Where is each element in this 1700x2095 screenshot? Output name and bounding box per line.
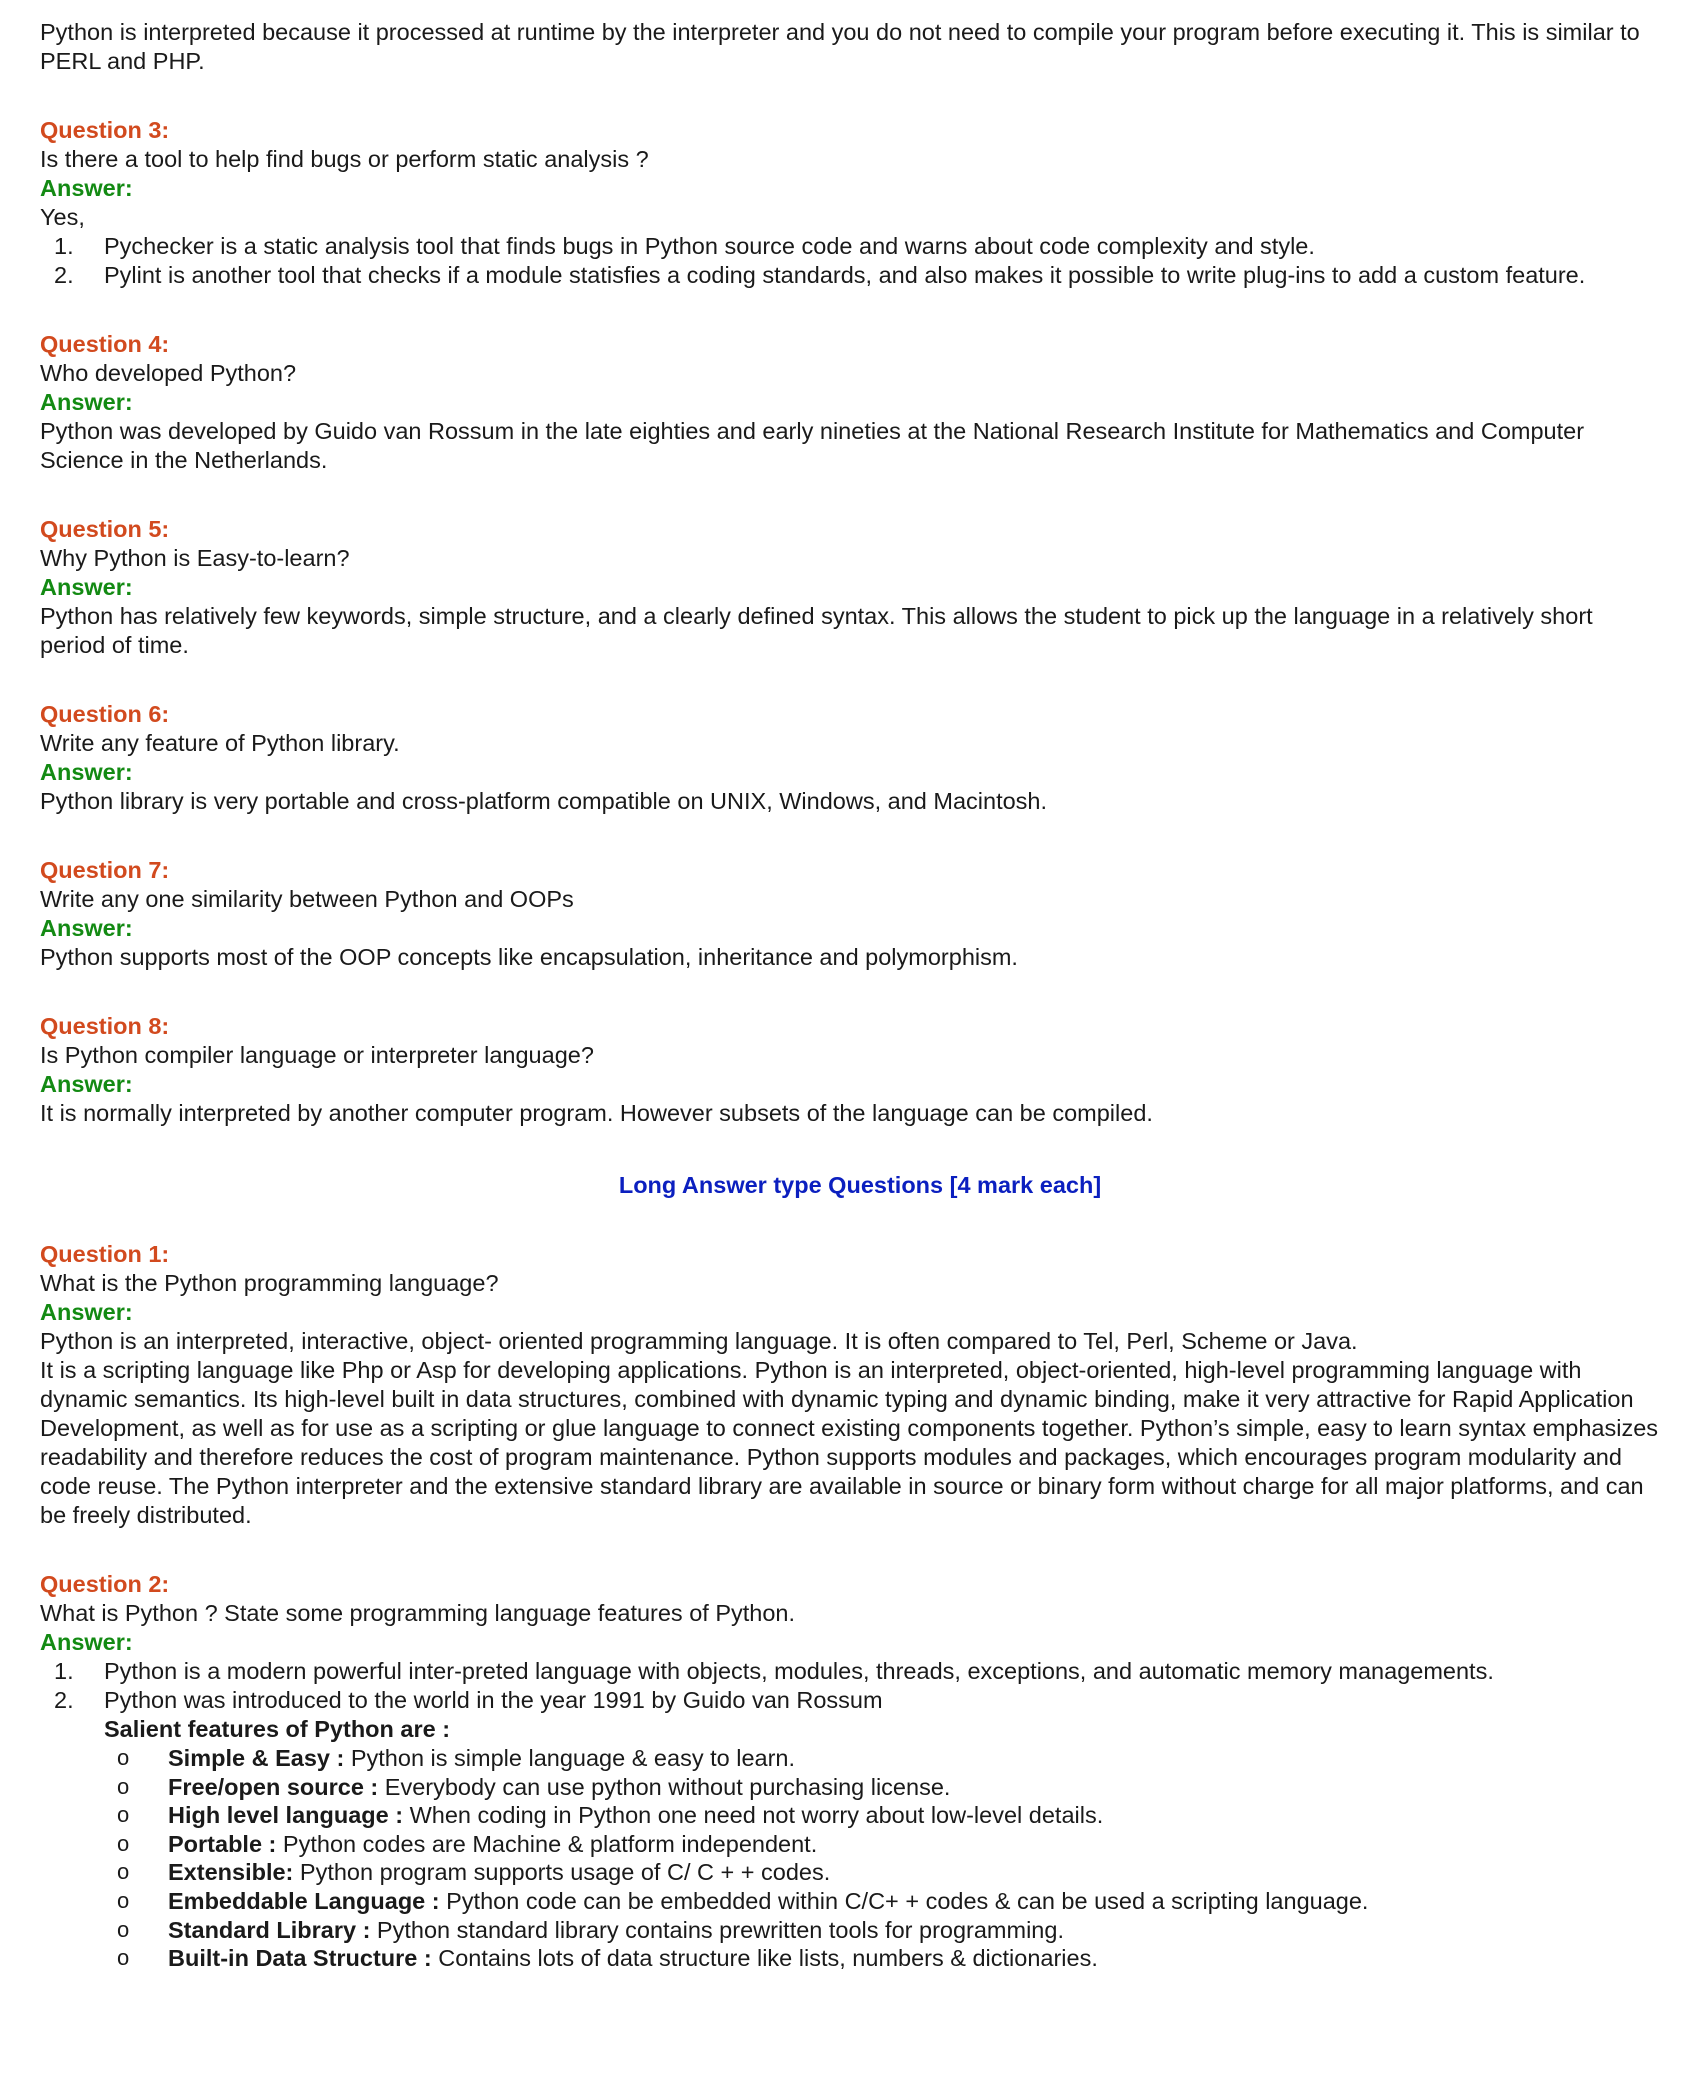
bullet-circle-icon: o xyxy=(117,1887,130,1913)
features-list xyxy=(40,1744,1660,1973)
list-item-text: Pylint is another tool that checks if a module statisfies a coding standards, and also makes it possible to write plug-ins to add a custom feature. xyxy=(104,262,1586,288)
bullet-circle-icon: o xyxy=(117,1916,130,1942)
feature-desc: Python program supports usage of C/ C + + codes. xyxy=(293,1859,831,1886)
list-number: 1. xyxy=(54,1658,74,1684)
bullet-circle-icon: o xyxy=(117,1830,130,1856)
answer-paragraph-1: Python is an interpreted, interactive, object- oriented programming language. It is often compared to Tel, Perl, Scheme or Java. xyxy=(40,1328,1358,1354)
feature-desc: Python codes are Machine & platform independent. xyxy=(276,1830,818,1857)
intro-paragraph: Python is interpreted because it processed at runtime by the interpreter and you do not need to compile your program before executing it. This is similar to PERL and PHP. xyxy=(40,19,1640,74)
answer-text: Python library is very portable and cross-platform compatible on UNIX, Windows, and Macintosh. xyxy=(40,788,1048,814)
list-number: 2. xyxy=(54,262,74,288)
list-item-text: Python is a modern powerful inter-preted language with objects, modules, threads, exceptions, and automatic memory managements. xyxy=(104,1658,1494,1684)
bullet-circle-icon: o xyxy=(117,1945,130,1971)
question-label: Question 8: xyxy=(40,1013,170,1039)
bullet-circle-icon: o xyxy=(117,1745,130,1770)
feature-desc: When coding in Python one need not worry about low-level details. xyxy=(403,1802,1104,1829)
question-label: Question 6: xyxy=(40,701,170,727)
question-block-5 xyxy=(40,515,1660,660)
feature-desc: Python standard library contains prewritten tools for programming. xyxy=(370,1916,1064,1943)
feature-item xyxy=(40,1773,1660,1802)
list-item xyxy=(40,232,1660,261)
long-question-block-1 xyxy=(40,1240,1660,1530)
feature-item xyxy=(40,1858,1660,1887)
answer-label: Answer: xyxy=(40,175,133,201)
feature-item xyxy=(40,1944,1660,1973)
answer-label: Answer: xyxy=(40,1629,133,1655)
answer-list xyxy=(40,232,1660,290)
feature-name: Embeddable Language : xyxy=(168,1887,440,1914)
bullet-circle-icon: o xyxy=(117,1773,130,1799)
question-text: Is there a tool to help find bugs or perform static analysis ? xyxy=(40,146,649,172)
long-question-block-2 xyxy=(40,1570,1660,1973)
question-text: Write any one similarity between Python and OOPs xyxy=(40,886,574,912)
answer-label: Answer: xyxy=(40,574,133,600)
question-label: Question 1: xyxy=(40,1241,170,1267)
question-label: Question 4: xyxy=(40,331,170,357)
answer-label: Answer: xyxy=(40,759,133,785)
question-text: What is the Python programming language? xyxy=(40,1270,499,1296)
answer-list xyxy=(40,1657,1660,1715)
question-text: Write any feature of Python library. xyxy=(40,730,400,756)
question-block-6 xyxy=(40,700,1660,816)
feature-item xyxy=(40,1916,1660,1945)
answer-text: Python supports most of the OOP concepts like encapsulation, inheritance and polymorphism. xyxy=(40,944,1018,970)
list-number: 2. xyxy=(54,1687,74,1713)
answer-paragraph-2: It is a scripting language like Php or Asp for developing applications. Python is an interpreted, object-oriented, high-level programming language with dynamic semantics. Its high-level built in data structures, combined with dynamic typing and dynamic binding, make it very attractive for Rapid Application Development, as well as for use as a scripting or glue language to connect existing components together. Python’s simple, easy to learn syntax emphasizes readability and therefore reduces the cost of program maintenance. Python supports modules and packages, which encourages program modularity and code reuse. The Python interpreter and the extensive standard library are available in source or binary form without charge for all major platforms, and can be freely distributed. xyxy=(40,1357,1659,1528)
answer-label: Answer: xyxy=(40,1071,133,1097)
question-block-3 xyxy=(40,116,1660,290)
feature-name: Extensible: xyxy=(168,1859,294,1886)
feature-desc: Python is simple language & easy to learn. xyxy=(344,1745,796,1771)
list-item xyxy=(40,1686,1660,1715)
feature-name: High level language : xyxy=(168,1802,404,1829)
feature-name: Portable : xyxy=(168,1830,277,1857)
question-label: Question 3: xyxy=(40,117,170,143)
salient-features-title: Salient features of Python are : xyxy=(104,1716,451,1742)
question-text: What is Python ? State some programming language features of Python. xyxy=(40,1600,796,1626)
question-label: Question 2: xyxy=(40,1571,170,1597)
question-text: Is Python compiler language or interpreter language? xyxy=(40,1042,594,1068)
answer-text: Yes, xyxy=(40,204,85,230)
feature-name: Free/open source : xyxy=(168,1773,379,1800)
bullet-circle-icon: o xyxy=(117,1802,130,1828)
bullet-circle-icon: o xyxy=(117,1859,130,1885)
answer-label: Answer: xyxy=(40,915,133,941)
answer-label: Answer: xyxy=(40,1299,133,1325)
feature-item xyxy=(40,1830,1660,1859)
feature-desc: Contains lots of data structure like lists, numbers & dictionaries. xyxy=(431,1945,1098,1972)
question-block-7 xyxy=(40,856,1660,972)
question-block-8 xyxy=(40,1012,1660,1128)
feature-item xyxy=(40,1744,1660,1773)
list-number: 1. xyxy=(54,233,74,259)
section-heading: Long Answer type Questions [4 mark each] xyxy=(618,1172,1102,1198)
list-item xyxy=(40,1657,1660,1686)
feature-item xyxy=(40,1887,1660,1916)
question-label: Question 5: xyxy=(40,516,170,542)
question-text: Why Python is Easy-to-learn? xyxy=(40,545,350,571)
answer-text: It is normally interpreted by another computer program. However subsets of the language can be compiled. xyxy=(40,1100,1153,1126)
answer-text: Python has relatively few keywords, simple structure, and a clearly defined syntax. This allows the student to pick up the language in a relatively short period of time. xyxy=(40,603,1593,658)
list-item-text: Pychecker is a static analysis tool that finds bugs in Python source code and warns about code complexity and style. xyxy=(104,233,1315,259)
feature-desc: Python code can be embedded within C/C+ + codes & can be used a scripting language. xyxy=(439,1887,1369,1914)
feature-name: Simple & Easy : xyxy=(168,1745,345,1771)
question-label: Question 7: xyxy=(40,857,170,883)
answer-text: Python was developed by Guido van Rossum in the late eighties and early nineties at the National Research Institute for Mathematics and Computer Science in the Netherlands. xyxy=(40,418,1585,473)
feature-name: Standard Library : xyxy=(168,1916,371,1943)
question-text: Who developed Python? xyxy=(40,360,297,386)
feature-item xyxy=(40,1801,1660,1830)
feature-name: Built-in Data Structure : xyxy=(168,1945,432,1972)
list-item xyxy=(40,261,1660,290)
question-block-4 xyxy=(40,330,1660,475)
feature-desc: Everybody can use python without purchasing license. xyxy=(378,1773,951,1800)
answer-label: Answer: xyxy=(40,389,133,415)
list-item-text: Python was introduced to the world in the year 1991 by Guido van Rossum xyxy=(104,1687,883,1713)
